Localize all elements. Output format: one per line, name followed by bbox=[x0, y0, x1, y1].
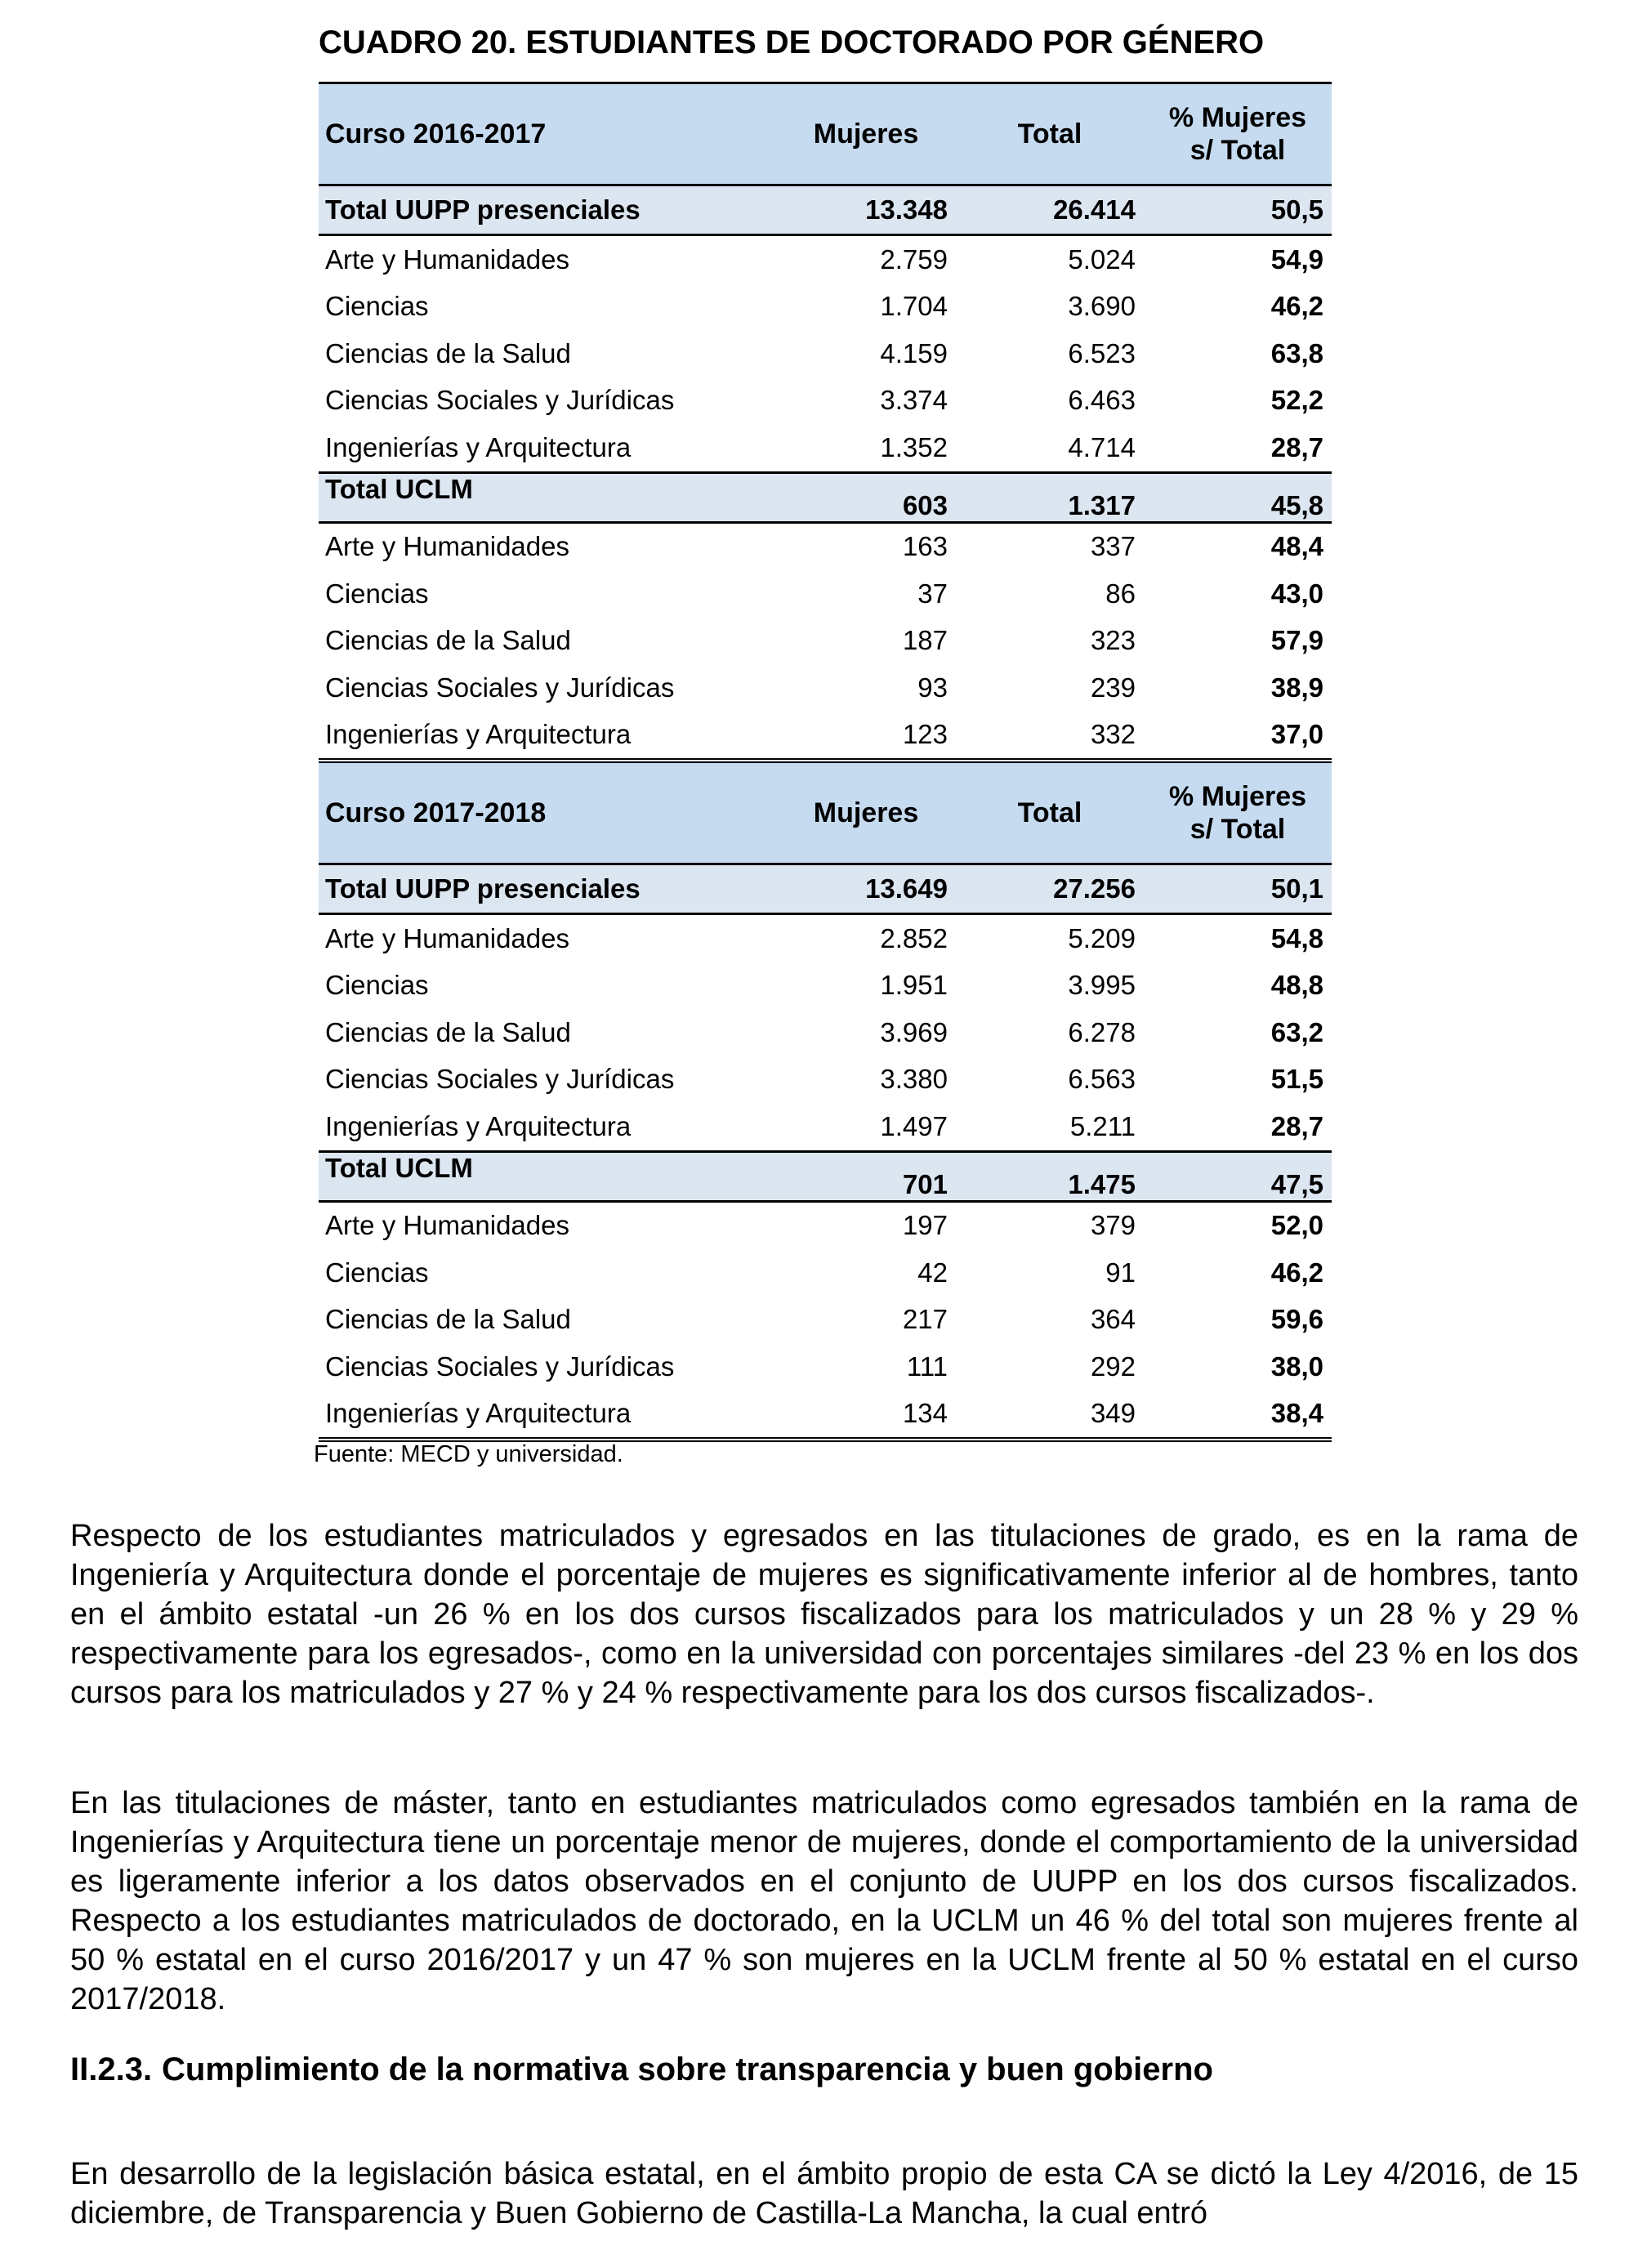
table-row bbox=[319, 330, 1332, 377]
total-label: Total UUPP presenciales bbox=[319, 864, 776, 914]
row-branch: Ciencias bbox=[325, 291, 429, 322]
table-total-row bbox=[319, 864, 1332, 914]
row-pct: 46,2 bbox=[1270, 291, 1323, 322]
row-branch: Ciencias de la Salud bbox=[325, 337, 571, 368]
row-pct: 48,8 bbox=[1270, 970, 1323, 1001]
row-women: 1.352 bbox=[880, 431, 948, 462]
table-row bbox=[319, 712, 1332, 761]
row-pct: 37,0 bbox=[1144, 712, 1332, 761]
table-row bbox=[319, 284, 1332, 331]
row-women: 3.374 bbox=[880, 385, 948, 416]
row-pct: 28,7 bbox=[1270, 1110, 1323, 1141]
row-pct: 52,0 bbox=[1270, 1210, 1323, 1241]
row-total: 349 bbox=[956, 1391, 1144, 1440]
header-pct-women bbox=[1144, 761, 1332, 864]
total-total: 26.414 bbox=[956, 185, 1144, 235]
row-branch: Ingenierías y Arquitectura bbox=[319, 712, 776, 761]
row-branch: Ciencias de la Salud bbox=[325, 1016, 571, 1047]
row-total: 6.523 bbox=[1068, 337, 1136, 368]
row-total: 6.278 bbox=[1068, 1016, 1136, 1047]
table-row bbox=[319, 1297, 1332, 1344]
table-row bbox=[319, 1056, 1332, 1104]
table-row bbox=[319, 1009, 1332, 1056]
row-pct: 28,7 bbox=[1270, 431, 1323, 462]
table-header-row bbox=[319, 761, 1332, 864]
row-pct: 51,5 bbox=[1270, 1064, 1323, 1095]
row-pct: 54,8 bbox=[1270, 922, 1323, 953]
row-pct: 38,0 bbox=[1270, 1351, 1323, 1382]
row-branch: Arte y Humanidades bbox=[325, 922, 569, 953]
table-total-row bbox=[319, 185, 1332, 235]
row-total: 332 bbox=[956, 712, 1144, 761]
row-total: 91 bbox=[1105, 1257, 1136, 1288]
header-pct-line1: % Mujeres bbox=[1168, 781, 1307, 812]
row-total: 6.563 bbox=[1068, 1064, 1136, 1095]
row-total: 292 bbox=[1090, 1351, 1136, 1382]
row-branch: Arte y Humanidades bbox=[325, 243, 569, 275]
header-women: Mujeres bbox=[776, 761, 956, 864]
row-branch: Ciencias de la Salud bbox=[325, 625, 571, 656]
table-row bbox=[319, 664, 1332, 712]
table-row bbox=[319, 570, 1332, 618]
table-row bbox=[319, 1103, 1332, 1151]
row-branch: Ciencias Sociales y Jurídicas bbox=[325, 672, 675, 703]
row-women: 2.759 bbox=[880, 243, 948, 275]
row-women: 111 bbox=[906, 1351, 948, 1382]
row-pct: 63,8 bbox=[1270, 337, 1323, 368]
paragraph-grado: Respecto de los estudiantes matriculados y egresados en las titulaciones de grado, es en la rama de Ingeniería y Arquitectura donde el porcentaje de mujeres es significativamente inferior al de hombres, tanto en el ámbito estatal -un 26 % en los dos cursos fiscalizados para los matriculados y un 28 % y 29 % respectivamente para los egresados-, como en la universidad con porcentajes similares -del 23 % en los dos cursos para los matriculados y 27 % y 24 % respectivamente para los dos cursos fiscalizados-. bbox=[70, 1519, 1578, 1710]
total-total: 27.256 bbox=[956, 864, 1144, 914]
row-branch: Ciencias Sociales y Jurídicas bbox=[325, 385, 675, 416]
total-women: 13.649 bbox=[776, 864, 956, 914]
table-row bbox=[319, 962, 1332, 1010]
row-pct: 63,2 bbox=[1270, 1016, 1323, 1047]
total-label: Total UCLM bbox=[319, 1151, 776, 1201]
total-women: 701 bbox=[776, 1151, 956, 1201]
row-women: 2.852 bbox=[880, 922, 948, 953]
row-women: 3.380 bbox=[880, 1064, 948, 1095]
row-pct: 54,9 bbox=[1270, 243, 1323, 275]
table-row bbox=[319, 914, 1332, 962]
row-branch: Ingenierías y Arquitectura bbox=[319, 1391, 776, 1440]
table-row bbox=[319, 1343, 1332, 1391]
row-total: 323 bbox=[1090, 625, 1136, 656]
row-pct: 46,2 bbox=[1270, 1257, 1323, 1288]
row-branch: Ingenierías y Arquitectura bbox=[325, 1110, 632, 1141]
total-pct: 50,5 bbox=[1144, 185, 1332, 235]
row-branch: Ciencias bbox=[325, 1257, 429, 1288]
row-women: 187 bbox=[902, 625, 948, 656]
row-pct: 59,6 bbox=[1270, 1304, 1323, 1335]
row-women: 1.951 bbox=[880, 970, 948, 1001]
row-women: 4.159 bbox=[880, 337, 948, 368]
row-branch: Arte y Humanidades bbox=[325, 531, 569, 562]
section-number: II.2.3. bbox=[70, 2051, 153, 2087]
row-total: 6.463 bbox=[1068, 385, 1136, 416]
row-total: 337 bbox=[1090, 531, 1136, 562]
row-pct: 38,9 bbox=[1270, 672, 1323, 703]
table-body bbox=[319, 83, 1332, 1440]
total-total: 1.475 bbox=[956, 1151, 1144, 1201]
total-women: 13.348 bbox=[776, 185, 956, 235]
row-women: 134 bbox=[776, 1391, 956, 1440]
row-total: 3.690 bbox=[1068, 291, 1136, 322]
header-pct-line2: s/ Total bbox=[1190, 135, 1286, 166]
row-total: 364 bbox=[1090, 1304, 1136, 1335]
row-total: 86 bbox=[1105, 578, 1136, 609]
table-header-row bbox=[319, 83, 1332, 185]
total-label: Total UCLM bbox=[319, 472, 776, 522]
row-women: 1.497 bbox=[880, 1110, 948, 1141]
table-row bbox=[319, 377, 1332, 425]
header-total: Total bbox=[956, 83, 1144, 185]
table-title: CUADRO 20. ESTUDIANTES DE DOCTORADO POR GÉNERO bbox=[319, 25, 1265, 60]
table-total-row bbox=[319, 1151, 1332, 1201]
table-row bbox=[319, 1201, 1332, 1249]
paragraph-master-doctorado: En las titulaciones de máster, tanto en estudiantes matriculados como egresados también en la rama de Ingenierías y Arquitectura tiene un porcentaje menor de mujeres, donde el comportamiento de la universidad es ligeramente inferior a los datos observados en el conjunto de UUPP en los dos cursos fiscalizados. Respecto a los estudiantes matriculados de doctorado, en la UCLM un 46 % del total son mujeres frente al 50 % estatal en el curso 2016/2017 y un 47 % son mujeres en la UCLM frente al 50 % estatal en el curso 2017/2018. bbox=[70, 1786, 1578, 2016]
row-branch: Ciencias Sociales y Jurídicas bbox=[325, 1351, 675, 1382]
header-pct-line2: s/ Total bbox=[1190, 814, 1286, 845]
table-source-note: Fuente: MECD y universidad. bbox=[314, 1441, 623, 1467]
table-row bbox=[319, 424, 1332, 472]
header-course: Curso 2017-2018 bbox=[319, 761, 776, 864]
row-pct: 38,4 bbox=[1144, 1391, 1332, 1440]
section-heading bbox=[70, 2049, 1213, 2090]
row-women: 3.969 bbox=[880, 1016, 948, 1047]
total-women: 603 bbox=[776, 472, 956, 522]
row-women: 217 bbox=[902, 1304, 948, 1335]
row-women: 1.704 bbox=[880, 291, 948, 322]
table-row bbox=[319, 522, 1332, 570]
header-total: Total bbox=[956, 761, 1144, 864]
row-branch: Ingenierías y Arquitectura bbox=[325, 431, 632, 462]
row-branch: Ciencias bbox=[325, 578, 429, 609]
header-course: Curso 2016-2017 bbox=[319, 83, 776, 185]
total-label: Total UUPP presenciales bbox=[319, 185, 776, 235]
row-branch: Ciencias bbox=[325, 970, 429, 1001]
row-total: 239 bbox=[1090, 672, 1136, 703]
total-total: 1.317 bbox=[956, 472, 1144, 522]
row-total: 5.211 bbox=[1069, 1110, 1136, 1141]
row-women: 42 bbox=[917, 1257, 948, 1288]
total-pct: 45,8 bbox=[1144, 472, 1332, 522]
table-row bbox=[319, 618, 1332, 665]
row-pct: 57,9 bbox=[1270, 625, 1323, 656]
table-row bbox=[319, 235, 1332, 284]
row-total: 5.024 bbox=[1068, 243, 1136, 275]
section-title: Cumplimiento de la normativa sobre transparencia y buen gobierno bbox=[162, 2051, 1213, 2087]
row-women: 123 bbox=[776, 712, 956, 761]
header-pct-line1: % Mujeres bbox=[1168, 102, 1307, 133]
row-total: 3.995 bbox=[1068, 970, 1136, 1001]
header-pct-women bbox=[1144, 83, 1332, 185]
row-pct: 43,0 bbox=[1270, 578, 1323, 609]
row-women: 37 bbox=[917, 578, 948, 609]
row-total: 379 bbox=[1090, 1210, 1136, 1241]
header-women: Mujeres bbox=[776, 83, 956, 185]
doctorate-gender-table bbox=[319, 82, 1332, 1442]
row-women: 93 bbox=[917, 672, 948, 703]
table-row bbox=[319, 1249, 1332, 1297]
paragraph-legislacion: En desarrollo de la legislación básica estatal, en el ámbito propio de esta CA se dictó la Ley 4/2016, de 15 diciembre, de Transparencia y Buen Gobierno de Castilla-La Mancha, la cual entró bbox=[70, 2157, 1578, 2230]
row-women: 163 bbox=[902, 531, 948, 562]
row-women: 197 bbox=[902, 1210, 948, 1241]
row-total: 5.209 bbox=[1068, 922, 1136, 953]
table-row bbox=[319, 1391, 1332, 1440]
row-pct: 48,4 bbox=[1270, 531, 1323, 562]
total-pct: 47,5 bbox=[1144, 1151, 1332, 1201]
row-pct: 52,2 bbox=[1270, 385, 1323, 416]
row-branch: Arte y Humanidades bbox=[325, 1210, 569, 1241]
row-branch: Ciencias de la Salud bbox=[325, 1304, 571, 1335]
total-pct: 50,1 bbox=[1144, 864, 1332, 914]
row-total: 4.714 bbox=[1068, 431, 1136, 462]
table-total-row bbox=[319, 472, 1332, 522]
row-branch: Ciencias Sociales y Jurídicas bbox=[325, 1064, 675, 1095]
